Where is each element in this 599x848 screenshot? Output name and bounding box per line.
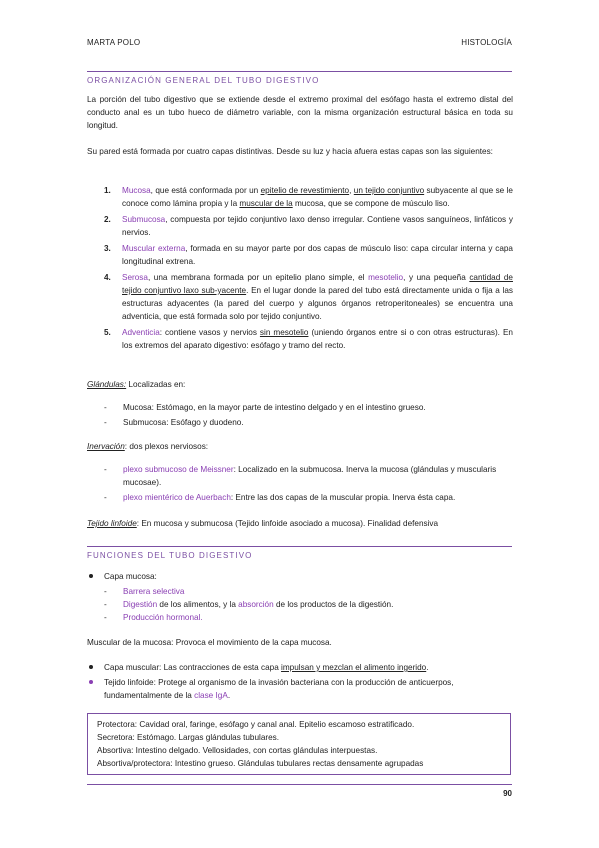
walls-paragraph: Su pared está formada por cuatro capas distintivas. Desde su luz y hacia afuera estas capas son las siguientes:: [87, 147, 493, 156]
list-item-submucosa: 2. Submucosa, compuesta por tejido conjuntivo laxo denso irregular. Contiene vasos sanguíneos, linfáticos y nervios.: [104, 215, 513, 237]
layers-list: [104, 184, 513, 355]
mucosa-functions: [87, 570, 513, 624]
intro-paragraph: La porción del tubo digestivo que se extiende desde el extremo proximal del esófago hasta el extremo distal del conducto anal es un tubo hueco de diámetro variable, con la misma organización estructural básica en toda su longitud.: [87, 95, 513, 130]
box-line: Secretora: Estómago. Largas glándulas tubulares.: [97, 733, 280, 742]
list-item: Capa mucosa:: [87, 570, 513, 583]
lymphoid-paragraph: Tejido linfoide: En mucosa y submucosa (Tejido linfoide asociado a mucosa). Finalidad defensiva: [87, 519, 439, 528]
list-item: - Barrera selectiva: [104, 587, 185, 596]
list-item-adventicia: 5. Adventicia: contiene vasos y nervios sin mesotelio (uniendo órganos entre si o con otras estructuras). En los extremos del aparato digestivo: esófago y tramo del recto.: [104, 328, 513, 350]
box-line: Absortiva: Intestino delgado. Vellosidades, con cortas glándulas interpuestas.: [97, 746, 378, 755]
plexus-list: [104, 463, 513, 506]
functions-list: [87, 661, 513, 704]
glands-list: [104, 401, 513, 431]
section-title-organizacion: ORGANIZACIÓN GENERAL DEL TUBO DIGESTIVO: [87, 76, 320, 85]
page-number: 90: [503, 789, 512, 798]
list-item: - plexo submucoso de Meissner: Localizado en la submucosa. Inerva la mucosa (glándulas y muscularis mucosae).: [104, 465, 497, 487]
innervation-heading: Inervación: dos plexos nerviosos:: [87, 442, 209, 451]
box-line: Absortiva/protectora: Intestino grueso. Glándulas tubulares rectas densamente agrupadas: [97, 759, 424, 768]
list-item: Capa muscular: Las contracciones de esta capa impulsan y mezclan el alimento ingerido.: [87, 661, 513, 674]
list-item: - plexo mientérico de Auerbach: Entre las dos capas de la muscular propia. Inerva ésta capa.: [104, 493, 456, 502]
list-item-muscular-externa: 3. Muscular externa, formada en su mayor parte por dos capas de músculo liso: capa circular interna y capa longitudinal extrena.: [104, 244, 513, 266]
list-item: - Digestión de los alimentos, y la absorción de los productos de la digestión.: [104, 600, 394, 609]
epithelium-summary-box: [87, 713, 511, 775]
list-item: - Submucosa: Esófago y duodeno.: [104, 418, 244, 427]
footer-divider: [87, 784, 512, 785]
section-title-funciones: FUNCIONES DEL TUBO DIGESTIVO: [87, 551, 253, 560]
muscularis-mucosa-paragraph: Muscular de la mucosa: Provoca el movimiento de la capa mucosa.: [87, 638, 332, 647]
box-line: Protectora: Cavidad oral, faringe, esófago y canal anal. Epitelio escamoso estratificado.: [97, 720, 415, 729]
header-subject: HISTOLOGÍA: [461, 38, 512, 47]
glands-heading: Glándulas: Localizadas en:: [87, 380, 186, 389]
section-divider: [87, 546, 512, 547]
list-item: - Mucosa: Estómago, en la mayor parte de intestino delgado y en el intestino grueso.: [104, 403, 426, 412]
section-divider: [87, 71, 512, 72]
page-header: [87, 38, 512, 52]
list-item: Tejido linfoide: Protege al organismo de la invasión bacteriana con la producción de anticuerpos, fundamentalmente de la clase IgA.: [87, 676, 513, 702]
list-item-serosa: 4. Serosa, una membrana formada por un epitelio plano simple, el mesotelio, y una pequeña cantidad de tejido conjuntivo laxo sub-yacente. En el lugar donde la pared del tubo está directamente unida o fija a las estructuras adyacentes (la pared del cuerpo y algunos órganos retroperitoneales) se encuentra una adventicia, que está formada solo por tejido conjuntivo.: [104, 273, 513, 321]
header-author: MARTA POLO: [87, 38, 141, 47]
list-item-mucosa: 1. Mucosa, que está conformada por un epitelio de revestimiento, un tejido conjuntivo subyacente al que se le conoce como lámina propia y la muscular de la mucosa, que se compone de músculo liso.: [104, 186, 513, 208]
list-item: - Producción hormonal.: [104, 613, 203, 622]
